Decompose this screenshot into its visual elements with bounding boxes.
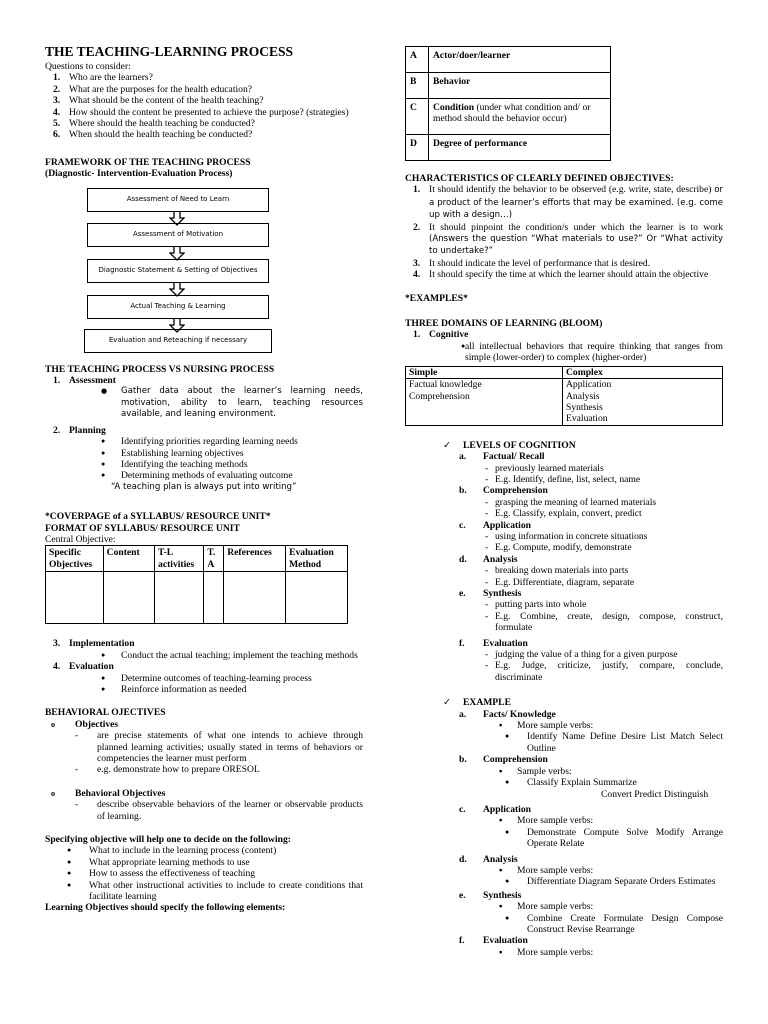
example-verbs-continued: Convert Predict Distinguish: [601, 788, 709, 800]
cognitive-bullet: ● all intellectual behaviors that require thinking that ranges from simple (lower-order) to complex (higher-order): [405, 341, 723, 364]
flow-step: Actual Teaching & Learning: [87, 295, 269, 319]
syllabus-header: Evaluation Method: [286, 546, 348, 572]
table-header: Simple: [406, 366, 563, 378]
example-item: b. Comprehension: [459, 754, 548, 766]
level-sub: - E.g. Judge, criticize, justify, compare, conclude, discriminate: [405, 660, 723, 683]
implementation-bullet: ● Conduct the actual teaching; implement the teaching methods: [45, 650, 363, 661]
example-verbs: ● Combine Create Formulate Design Compose Construct Revise Rearrange: [405, 913, 723, 936]
examples-title: *EXAMPLES*: [405, 292, 468, 304]
syllabus-header: Content: [103, 546, 154, 572]
table-cell: Condition (under what condition and/ or method should the behavior occur): [429, 99, 611, 135]
example-verbs: ● Demonstrate Compute Solve Modify Arrange Operate Relate: [405, 827, 723, 850]
domains-title: THREE DOMAINS OF LEARNING (BLOOM): [405, 318, 603, 330]
planning-quote: “A teaching plan is always put into writing”: [111, 481, 297, 492]
specifying-bullet: ● What to include in the learning process (content): [45, 845, 363, 856]
syllabus-header: Specific Objectives: [46, 546, 104, 572]
table-cell: A: [406, 47, 429, 73]
characteristics-list: [405, 184, 723, 280]
right-column: [405, 46, 723, 958]
level-item: e. Synthesis: [459, 588, 522, 599]
flow-step: Assessment of Motivation: [87, 223, 269, 247]
flow-step: Assessment of Need to Learn: [87, 188, 269, 212]
behavioral-objectives-definition: - describe observable behaviors of the learner or observable products of learning.: [45, 799, 363, 822]
level-item: f. Evaluation: [459, 637, 528, 649]
table-cell: [204, 572, 224, 624]
format-title: FORMAT OF SYLLABUS/ RESOURCE UNIT: [45, 522, 240, 534]
table-cell: [46, 572, 104, 624]
example-item: f. Evaluation: [459, 935, 528, 947]
levels-list: [405, 451, 723, 683]
framework-flowchart: [45, 188, 363, 348]
list-item: 6. When should the health teaching be conducted?: [53, 129, 253, 141]
example-list: [405, 709, 723, 959]
level-sub: - grasping the meaning of learned materials: [405, 497, 723, 508]
list-item: 4. It should specify the time at which the learner should attain the objective: [413, 269, 709, 281]
level-item: a. Factual/ Recall: [459, 451, 545, 463]
list-item: 5. Where should the health teaching be conducted?: [53, 118, 255, 130]
level-sub: - judging the value of a thing for a given purpose: [405, 649, 723, 660]
questions-list: [45, 72, 363, 140]
example-item: a. Facts/ Knowledge: [459, 708, 556, 720]
process-list: [45, 375, 363, 386]
specifying-bullet: ● What other instructional activities to include to create conditions that facilitate learning: [45, 880, 363, 903]
level-sub: - putting parts into whole: [405, 599, 723, 610]
left-column: [45, 44, 363, 914]
framework-subtitle: (Diagnostic- Intervention-Evaluation Process): [45, 168, 233, 180]
example-verbs: ● Differentiate Diagram Separate Orders Estimates: [405, 876, 723, 887]
syllabus-table: [45, 545, 348, 624]
questions-intro: Questions to consider:: [45, 61, 131, 72]
example-sub: ▪ More sample verbs:: [405, 815, 723, 826]
levels-title: ✓ LEVELS OF COGNITION: [405, 440, 723, 451]
table-header: Complex: [563, 366, 723, 378]
behavioral-objectives-label: o Behavioral Objectives: [45, 788, 363, 799]
objectives-definition: - are precise statements of what one intends to achieve through planned learning activities; usually stated in terms of behaviors or competencies the learner must perform: [45, 730, 363, 764]
level-sub: - E.g. Compute, modify, demonstrate: [405, 542, 723, 553]
behavioral-objectives-title: BEHAVIORAL OJECTIVES: [45, 707, 166, 719]
example-item: e. Synthesis: [459, 889, 522, 901]
example-verbs: ● Identify Name Define Desire List Match Select Outline: [405, 731, 723, 754]
central-objective: Central Objective:: [45, 533, 116, 545]
level-item: b. Comprehension: [459, 485, 548, 497]
learning-objectives-title: Learning Objectives should specify the following elements:: [45, 902, 286, 914]
table-cell: D: [406, 135, 429, 161]
table-cell: Behavior: [429, 73, 611, 99]
level-sub: - breaking down materials into parts: [405, 565, 723, 576]
list-item: 4. Evaluation: [53, 661, 114, 673]
syllabus-header: References: [224, 546, 286, 572]
syllabus-header: T-L activities: [155, 546, 204, 572]
planning-bullet: ● Identifying priorities regarding learning needs: [45, 436, 363, 447]
characteristics-title: CHARACTERISTICS OF CLEARLY DEFINED OBJECTIVES:: [405, 173, 674, 184]
bloom-table: [405, 366, 723, 426]
example-sub: ▪ More sample verbs:: [405, 901, 723, 912]
list-item: 1. It should identify the behavior to be observed (e.g. write, state, describe) or a product of the learner’s efforts that may be examined. (e.g. come up with a design…): [413, 184, 723, 221]
level-item: d. Analysis: [459, 553, 518, 565]
table-cell: [103, 572, 154, 624]
table-cell: [224, 572, 286, 624]
specifying-title: Specifying objective will help one to decide on the following:: [45, 834, 291, 846]
level-sub: - previously learned materials: [405, 463, 723, 474]
example-sub: ▪ Sample verbs:: [405, 766, 723, 777]
table-cell: B: [406, 73, 429, 99]
example-sub: ▪ More sample verbs:: [405, 720, 723, 731]
level-sub: - E.g. Classify, explain, convert, predict: [405, 508, 723, 519]
syllabus-header: T. A: [204, 546, 224, 572]
list-item: 2. It should pinpoint the condition/s under which the learner is to work (Answers the question “What materials to use?” Or “What activity to undertake?”: [413, 221, 723, 257]
list-item: 2. What are the purposes for the health education?: [53, 83, 253, 95]
table-cell: [286, 572, 348, 624]
objectives-example: - e.g. demonstrate how to prepare ORESOL: [45, 764, 363, 775]
flow-step: Evaluation and Reteaching if necessary: [84, 329, 272, 353]
specifying-bullet: ● How to assess the effectiveness of teaching: [45, 868, 363, 879]
example-item: c. Application: [459, 803, 531, 815]
table-cell: Degree of performance: [429, 135, 611, 161]
list-item: 3. It should indicate the level of performance that is desired.: [413, 257, 651, 269]
table-cell: Application Analysis Synthesis Evaluation: [563, 379, 723, 426]
specifying-bullet: ● What appropriate learning methods to use: [45, 857, 363, 868]
table-cell: Factual knowledge Comprehension: [406, 379, 563, 426]
coverpage-title: *COVERPAGE of a SYLLABUS/ RESOURCE UNIT*: [45, 511, 271, 523]
list-item: 3. What should be the content of the health teaching?: [53, 95, 264, 107]
level-sub: - E.g. Differentiate, diagram, separate: [405, 577, 723, 588]
level-item: c. Application: [459, 519, 531, 531]
example-sub: ▪ More sample verbs:: [405, 947, 723, 958]
list-item: 2. Planning: [53, 424, 106, 436]
framework-title: FRAMEWORK OF THE TEACHING PROCESS: [45, 156, 251, 168]
table-cell: Actor/doer/learner: [429, 47, 611, 73]
list-item: 1. Assessment: [53, 375, 116, 387]
level-sub: - E.g. Combine, create, design, compose, construct, formulate: [405, 611, 723, 634]
flow-step: Diagnostic Statement & Setting of Objectives: [87, 259, 269, 283]
list-item: 1. Who are the learners?: [53, 72, 153, 84]
planning-bullet: ● Identifying the teaching methods: [45, 459, 363, 470]
evaluation-bullet: ● Determine outcomes of teaching-learning process: [45, 673, 363, 684]
level-sub: - using information in concrete situations: [405, 531, 723, 542]
abcd-table: [405, 46, 611, 161]
assessment-bullet: ● Gather data about the learner’s learning needs, motivation, ability to learn, teaching resources available, and leaning environment.: [45, 386, 363, 420]
evaluation-bullet: ● Reinforce information as needed: [45, 684, 363, 695]
planning-bullet: ● Determining methods of evaluating outcome: [45, 470, 363, 481]
list-item: 3. Implementation: [53, 638, 135, 650]
example-item: d. Analysis: [459, 853, 518, 865]
objectives-label: o Objectives: [45, 719, 363, 730]
table-cell: C: [406, 99, 429, 135]
example-sub: ▪ More sample verbs:: [405, 865, 723, 876]
page-title: THE TEACHING-LEARNING PROCESS: [45, 44, 294, 59]
table-cell: [155, 572, 204, 624]
example-title: ✓ EXAMPLE: [405, 697, 723, 708]
planning-bullet: ● Establishing learning objectives: [45, 448, 363, 459]
level-sub: - E.g. Identify, define, list, select, name: [405, 474, 723, 485]
example-verbs: ● Classify Explain Summarize: [405, 777, 723, 788]
list-item: 1. Cognitive: [413, 329, 469, 341]
list-item: 4. How should the content be presented to achieve the purpose? (strategies): [53, 106, 349, 118]
teaching-process-title: THE TEACHING PROCESS VS NURSING PROCESS: [45, 363, 275, 375]
